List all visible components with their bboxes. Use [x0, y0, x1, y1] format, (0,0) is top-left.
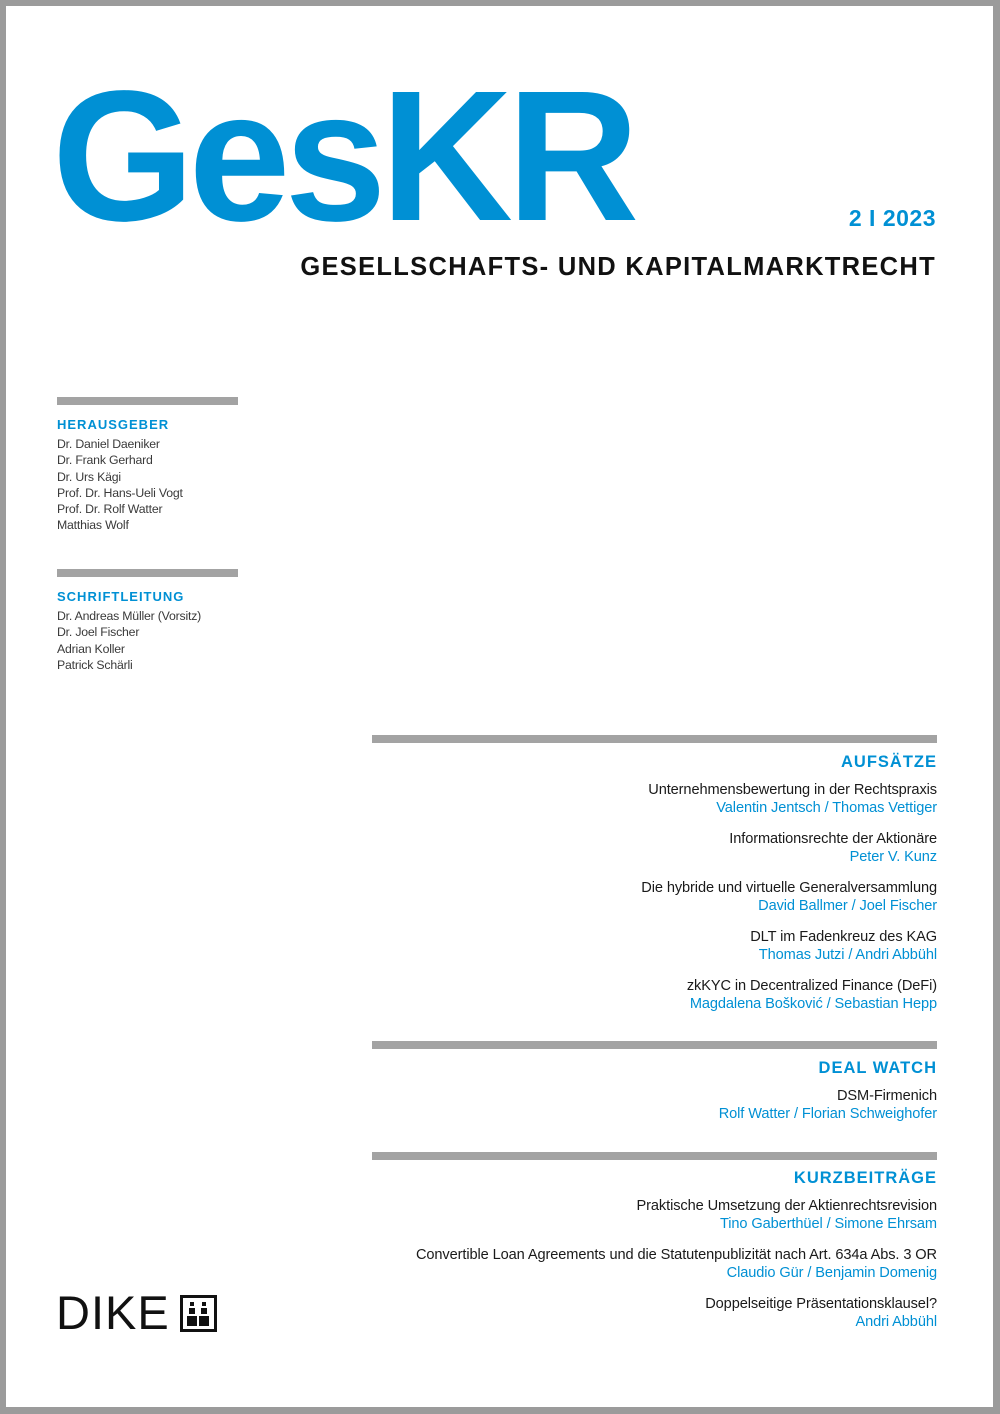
article-title: Doppelseitige Präsentationsklausel? — [705, 1296, 937, 1312]
aufsaetze-heading: AUFSÄTZE — [841, 753, 937, 771]
publisher-logo — [56, 1286, 217, 1339]
article-title: Praktische Umsetzung der Aktienrechtsrevision — [636, 1198, 937, 1214]
article-entry — [648, 781, 937, 817]
article-entry — [705, 1295, 937, 1331]
schriftleitung-list — [57, 608, 201, 673]
article-authors: Tino Gaberthüel / Simone Ehrsam — [720, 1216, 937, 1232]
article-title: DLT im Fadenkreuz des KAG — [750, 929, 937, 945]
article-authors: Claudio Gür / Benjamin Domenig — [726, 1265, 937, 1281]
journal-subtitle: GESELLSCHAFTS- UND KAPITALMARKTRECHT — [300, 253, 936, 281]
managing-editor-name: Adrian Koller — [57, 641, 125, 656]
article-entry — [687, 977, 937, 1013]
editor-name: Dr. Daniel Daeniker — [57, 437, 160, 451]
article-entry — [641, 879, 937, 915]
article-entry — [416, 1246, 937, 1282]
article-authors: Andri Abbühl — [855, 1314, 937, 1330]
journal-title: GesKR — [52, 53, 634, 260]
dike-logo-icon — [180, 1295, 217, 1332]
editor-name: Dr. Urs Kägi — [57, 469, 121, 484]
divider-bar — [372, 1041, 937, 1049]
journal-cover — [6, 6, 993, 1407]
article-title: Unternehmensbewertung in der Rechtspraxis — [648, 782, 937, 798]
publisher-name: DIKE — [56, 1286, 170, 1339]
editor-name: Matthias Wolf — [57, 518, 129, 533]
article-title: DSM-Firmenich — [836, 1088, 937, 1104]
divider-bar — [57, 569, 238, 577]
kurzbeitraege-heading: KURZBEITRÄGE — [793, 1169, 937, 1187]
issue-number: 2 I 2023 — [848, 205, 936, 231]
divider-bar — [372, 735, 937, 743]
divider-bar — [372, 1152, 937, 1160]
article-entry — [719, 1087, 937, 1123]
herausgeber-heading: HERAUSGEBER — [57, 417, 170, 432]
article-title: Convertible Loan Agreements und die Statutenpublizität nach Art. 634a Abs. 3 OR — [415, 1247, 937, 1263]
managing-editor-name: Patrick Schärli — [57, 657, 133, 672]
article-entry — [729, 830, 937, 866]
herausgeber-list — [57, 436, 183, 534]
article-authors: Thomas Jutzi / Andri Abbühl — [758, 947, 937, 963]
article-title: Informationsrechte der Aktionäre — [729, 831, 937, 847]
article-entry — [637, 1197, 937, 1233]
article-authors: Valentin Jentsch / Thomas Vettiger — [716, 800, 937, 816]
managing-editor-name: Dr. Andreas Müller (Vorsitz) — [57, 609, 202, 623]
divider-bar — [57, 397, 238, 405]
editor-name: Prof. Dr. Hans-Ueli Vogt — [57, 485, 183, 500]
article-authors: David Ballmer / Joel Fischer — [758, 898, 937, 914]
article-authors: Magdalena Bošković / Sebastian Hepp — [689, 996, 937, 1012]
editor-name: Dr. Frank Gerhard — [57, 453, 153, 468]
article-title: zkKYC in Decentralized Finance (DeFi) — [686, 978, 937, 994]
article-authors: Peter V. Kunz — [849, 849, 937, 865]
article-entry — [750, 928, 937, 964]
managing-editor-name: Dr. Joel Fischer — [57, 625, 140, 640]
article-title: Die hybride und virtuelle Generalversammlung — [641, 880, 937, 896]
deal-watch-heading: DEAL WATCH — [818, 1059, 937, 1077]
editor-name: Prof. Dr. Rolf Watter — [57, 502, 163, 517]
schriftleitung-heading: SCHRIFTLEITUNG — [57, 589, 185, 604]
article-authors: Rolf Watter / Florian Schweighofer — [718, 1106, 937, 1122]
